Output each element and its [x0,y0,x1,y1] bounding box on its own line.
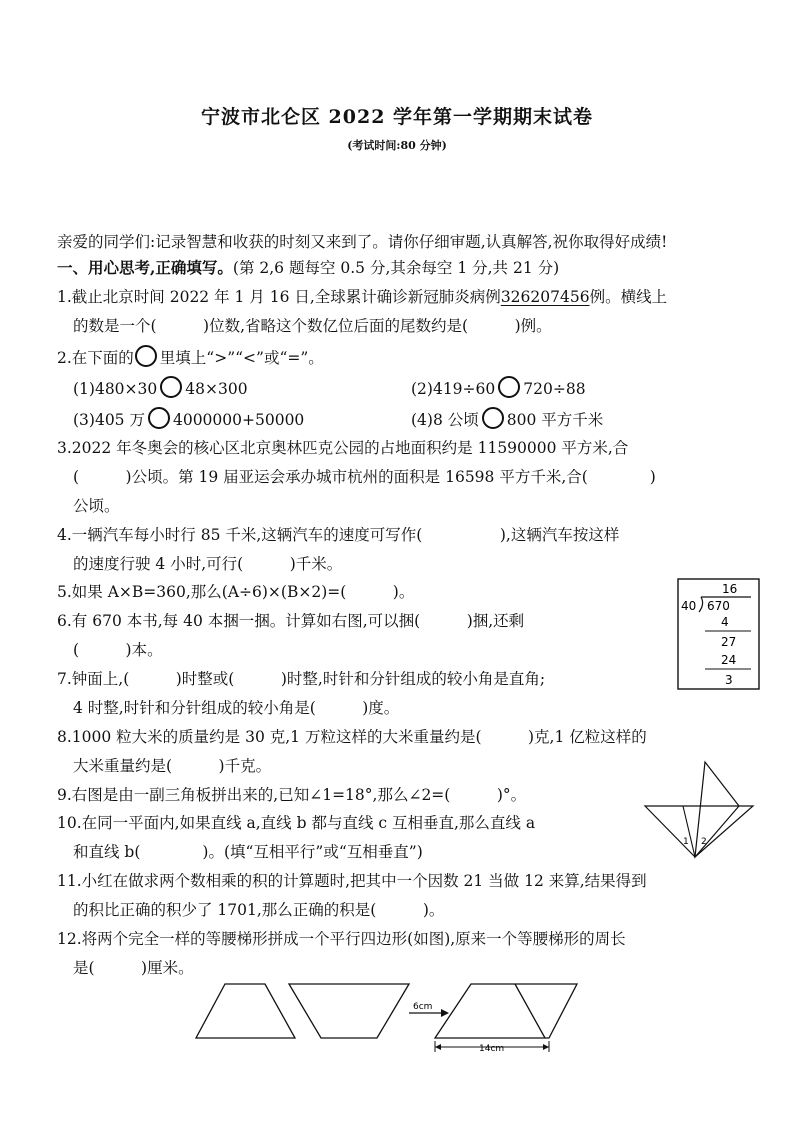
division-bracket [699,597,703,612]
question-4-line-2: 的速度行驶 4 小时,可行( )千米。 [73,555,343,573]
q2-stem-end: 里填上“>”“<”或“=”。 [159,349,324,367]
measure-arrow-right-icon [543,1044,549,1050]
question-9: 9.右图是由一副三角板拼出来的,已知∠1=18°,那么∠2=( )°。 [57,786,527,804]
trapezoid-joint-line [515,984,545,1038]
question-12-line-2: 是( )厘米。 [73,959,194,977]
question-8-line-2: 大米重量约是( )千克。 [73,757,272,775]
question-1-line-2: 的数是一个( )位数,省略这个数亿位后面的尾数约是( )例。 [73,317,552,335]
question-2 [57,345,324,368]
divisor: 40 [681,599,697,613]
question-10-line-2: 和直线 b( )。(填“互相平行”或“互相垂直”) [73,843,423,861]
question-7-line-2: 4 时整,时针和分针组成的较小角是( )度。 [73,699,400,717]
bottom-length-label: 14cm [479,1044,505,1054]
section-1-note: (第 2,6 题每空 0.5 分,其余每空 1 分,共 21 分) [232,259,560,277]
q2-item-2-left: (2)419÷60 [411,380,496,398]
combined-parallelogram [435,984,577,1038]
quotient: 16 [722,582,738,596]
greeting-text: 亲爱的同学们:记录智慧和收获的时刻又来到了。请你仔细审题,认真解答,祝你取得好成绩! [57,233,668,251]
q2-item-1 [73,376,248,399]
question-1 [57,287,667,307]
q2-item-3-right: 4000000+50000 [172,411,305,429]
question-6-line-2: ( )本。 [73,641,163,659]
trapezoid-upright [196,984,295,1038]
step-2-partial: 27 [721,635,737,649]
page-title: 宁波市北仑区 2022 学年第一学期期末试卷 [200,106,594,128]
remainder: 3 [725,673,733,687]
answer-circle [148,407,170,429]
step-1-subtrahend: 4 [721,615,729,629]
question-4: 4.一辆汽车每小时行 85 千米,这辆汽车的速度可写作( ),这辆汽车按这样 [57,526,620,544]
question-6: 6.有 670 本书,每 40 本捆一捆。计算如右图,可以捆( )捆,还剩 [57,612,525,630]
q2-item-4 [411,407,603,430]
measure-arrow-left-icon [435,1044,441,1050]
question-5: 5.如果 A×B=360,那么(A÷6)×(B×2)=( )。 [57,583,415,601]
question-8: 8.1000 粒大米的质量约是 30 克,1 万粒这样的大米重量约是( )克,1 亿粒这样的 [57,728,647,746]
answer-circle [498,376,520,398]
answer-circle [482,407,504,429]
angle-2-label: 2 [701,837,707,847]
question-11: 11.小红在做求两个数相乘的积的计算题时,把其中一个因数 21 当做 12 来算,结果得到 [57,872,647,890]
trapezoid-figure [195,980,605,1060]
top-length-label: 6cm [413,1002,433,1012]
question-3: 3.2022 年冬奥会的核心区北京奥林匹克公园的占地面积约是 11590000 平方米,合 [57,439,629,457]
q1-text: 1.截止北京时间 2022 年 1 月 16 日,全球累计确诊新冠肺炎病例 [57,288,501,306]
arrow-head-icon [441,1009,449,1017]
question-10: 10.在同一平面内,如果直线 a,直线 b 都与直线 c 互相垂直,那么直线 a [57,814,536,832]
question-3-line-2: ( )公顷。第 19 届亚运会承办城市杭州的面积是 16598 平方千米,合( ) [73,468,656,486]
q2-item-4-left: (4)8 公顷 [411,411,479,429]
q1-number: 326207456 [500,288,590,306]
question-7: 7.钟面上,( )时整或( )时整,时针和分针组成的较小角是直角; [57,670,546,688]
figure-border [678,579,759,689]
dividend: 670 [707,599,730,613]
long-division-figure [677,578,761,692]
q2-item-4-right: 800 平方千米 [506,411,604,429]
q2-item-3 [73,407,304,430]
question-11-line-2: 的积比正确的积少了 1701,那么正确的积是( )。 [73,901,445,919]
angle-1-label: 1 [683,837,689,847]
trapezoid-inverted [289,984,409,1038]
q2-item-3-left: (3)405 万 [73,411,145,429]
q2-item-1-right: 48×300 [185,380,248,398]
step-3-subtrahend: 24 [721,653,737,667]
angle-divider-line [683,806,695,857]
q1-text-end: 例。横线上 [589,288,668,306]
answer-circle [160,376,182,398]
q2-item-2 [411,376,586,399]
exam-duration: (考试时间:80 分钟) [347,139,447,152]
q2-stem: 2.在下面的 [57,349,134,367]
section-1-heading: 一、用心思考,正确填写。 [57,258,233,277]
triangle-figure [643,760,755,860]
section-1-header [57,258,559,278]
answer-circle [135,345,157,367]
q2-item-2-right: 720÷88 [523,380,586,398]
question-3-line-3: 公顷。 [73,497,120,515]
q2-item-1-left: (1)480×30 [73,380,158,398]
question-12: 12.将两个完全一样的等腰梯形拼成一个平行四边形(如图),原来一个等腰梯形的周长 [57,930,626,948]
